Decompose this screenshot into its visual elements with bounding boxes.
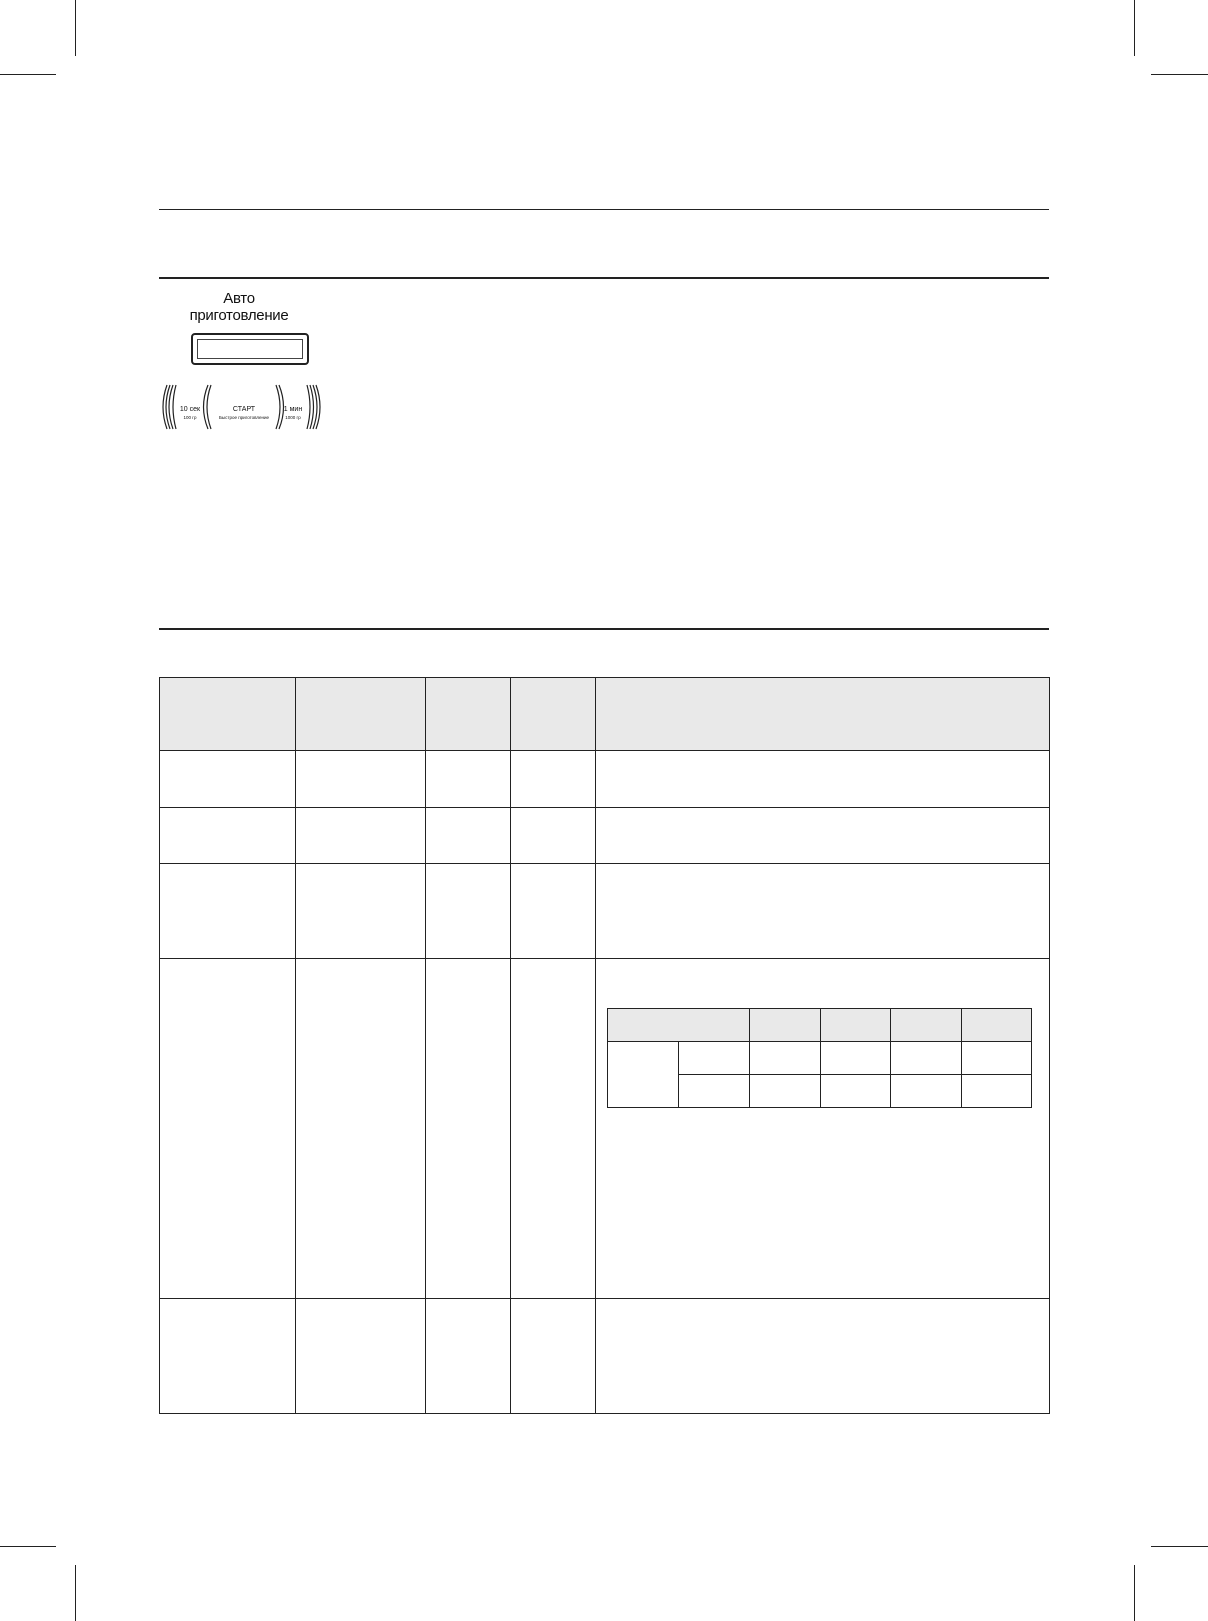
subtable-header-cell [608, 1009, 750, 1042]
weight-subtable [607, 1008, 1032, 1108]
dial-right-segment [279, 399, 307, 421]
table-header-cell [296, 678, 426, 751]
dial-left-segment [176, 399, 204, 421]
table-cell [160, 808, 296, 864]
section-rule-header [159, 277, 1049, 279]
subtable-cell [820, 1042, 891, 1075]
auto-cook-table [159, 677, 1050, 1414]
table-cell [426, 808, 511, 864]
table-row [160, 1299, 1050, 1414]
section-rule-table [159, 628, 1049, 630]
table-cell [511, 1299, 596, 1414]
subtable-header-row [608, 1009, 1032, 1042]
subtable-header-cell [961, 1009, 1032, 1042]
subtable-cell [820, 1075, 891, 1108]
table-header-cell [511, 678, 596, 751]
subtable-cell [891, 1042, 962, 1075]
table-cell [426, 751, 511, 808]
dial-left-main: 10 сек [179, 406, 201, 413]
table-cell [296, 959, 426, 1299]
auto-cook-label [159, 290, 319, 324]
auto-cook-button[interactable] [191, 333, 309, 365]
table-row [160, 959, 1050, 1299]
table-cell [596, 808, 1050, 864]
crop-mark-bottom-right-vertical [1134, 1565, 1135, 1621]
dial-center-sub: Быстрое приготовление [218, 415, 270, 420]
crop-mark-bottom-right-horizontal [1151, 1546, 1208, 1547]
auto-cook-label-line1: Авто [223, 290, 255, 307]
crop-mark-top-left-horizontal [0, 74, 56, 75]
subtable-row [608, 1042, 1032, 1075]
table-cell-with-subtable [596, 959, 1050, 1299]
table-cell [160, 864, 296, 959]
crop-mark-top-left-vertical [75, 0, 76, 56]
table-cell [160, 1299, 296, 1414]
subtable-header-cell [750, 1009, 821, 1042]
table-cell [511, 808, 596, 864]
dial-center-main: СТАРТ [232, 406, 256, 413]
subtable-cell [679, 1075, 750, 1108]
subtable-cell [750, 1042, 821, 1075]
dial-right-sub: 1000 гр [285, 415, 301, 420]
crop-mark-bottom-left-vertical [75, 1565, 76, 1621]
table-cell [160, 751, 296, 808]
table-row [160, 751, 1050, 808]
table-cell [511, 864, 596, 959]
table-cell [426, 1299, 511, 1414]
table-cell [596, 1299, 1050, 1414]
crop-mark-top-right-vertical [1134, 0, 1135, 56]
table-cell [296, 751, 426, 808]
subtable-cell [961, 1075, 1032, 1108]
table-cell [426, 959, 511, 1299]
table-header-cell [596, 678, 1050, 751]
table-header-cell [426, 678, 511, 751]
table-cell [296, 864, 426, 959]
table-cell [596, 864, 1050, 959]
subtable-cell [679, 1042, 750, 1075]
subtable-cell [891, 1075, 962, 1108]
subtable-cell [961, 1042, 1032, 1075]
table-cell [296, 808, 426, 864]
table-row [160, 808, 1050, 864]
start-dial[interactable] [159, 382, 324, 432]
table-header-row [160, 678, 1050, 751]
table-cell [511, 751, 596, 808]
table-cell [296, 1299, 426, 1414]
section-rule-top [159, 209, 1049, 210]
subtable-header-cell [891, 1009, 962, 1042]
table-header-cell [160, 678, 296, 751]
subtable-header-cell [820, 1009, 891, 1042]
table-cell [160, 959, 296, 1299]
auto-cook-label-line2: приготовление [189, 307, 289, 324]
table-cell [426, 864, 511, 959]
table-cell [596, 751, 1050, 808]
control-panel-illustration [159, 290, 319, 435]
subtable-cell [750, 1075, 821, 1108]
table-cell [511, 959, 596, 1299]
dial-right-main: 1 мин [283, 406, 303, 413]
crop-mark-bottom-left-horizontal [0, 1546, 56, 1547]
dial-left-sub: 100 гр [183, 415, 197, 420]
table-row [160, 864, 1050, 959]
subtable-cell [608, 1042, 679, 1108]
dial-center-segment [211, 399, 277, 421]
crop-mark-top-right-horizontal [1151, 74, 1208, 75]
